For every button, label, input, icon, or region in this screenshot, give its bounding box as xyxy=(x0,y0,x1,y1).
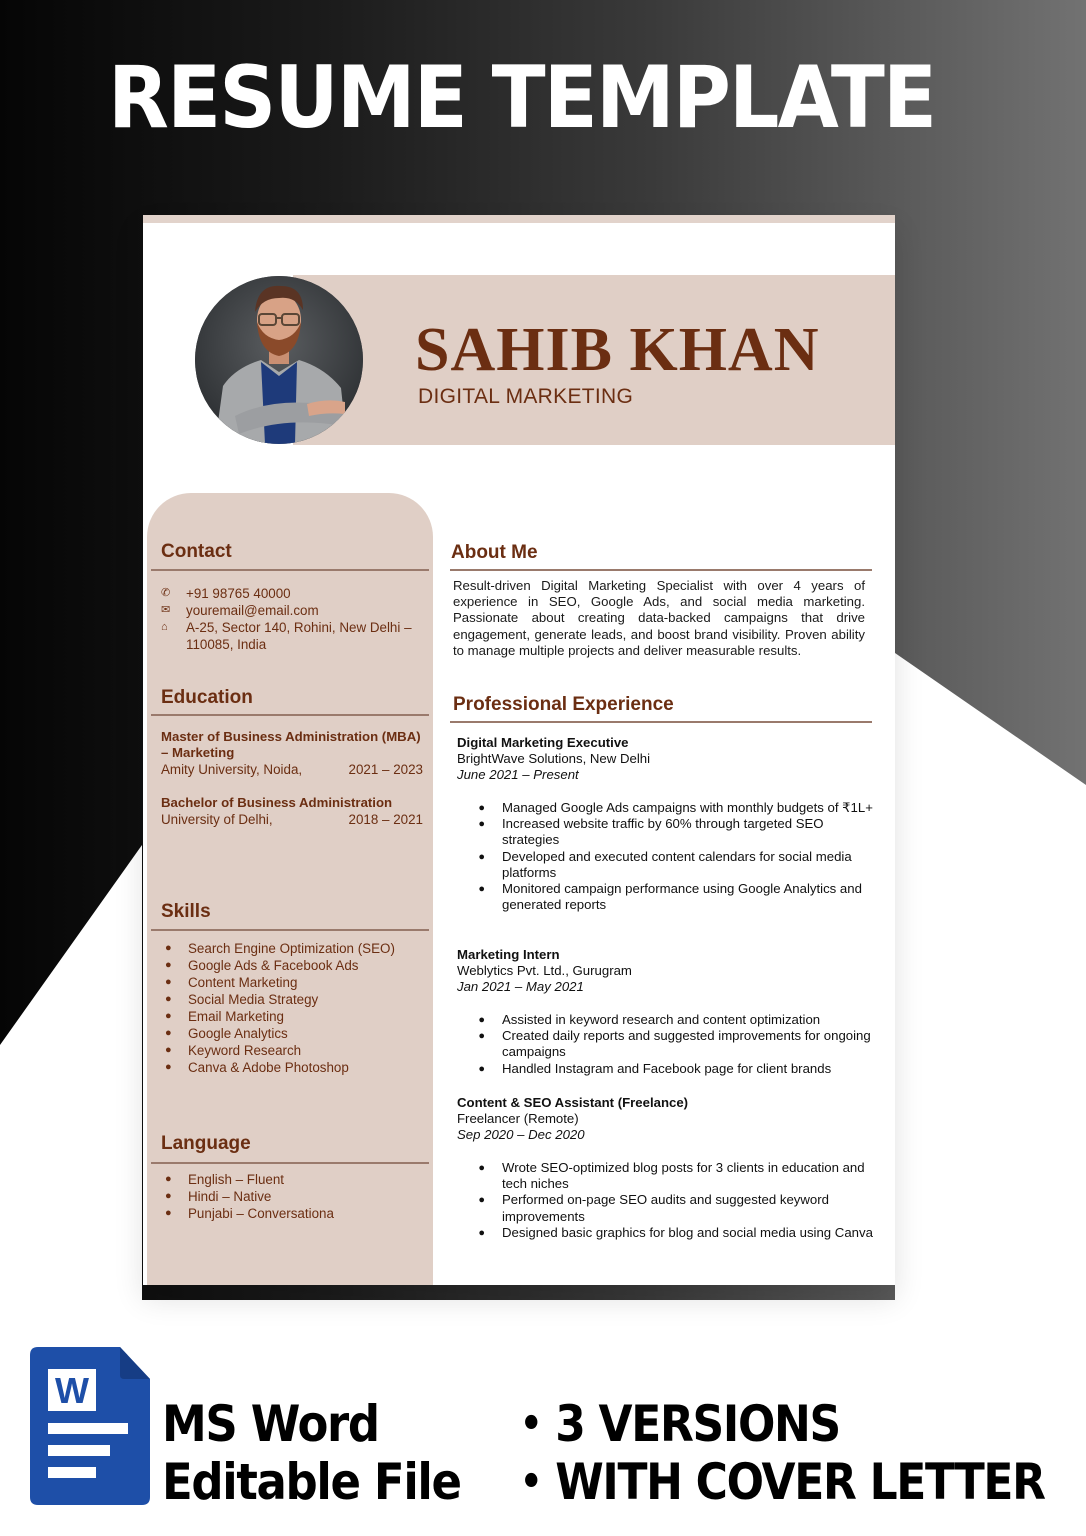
skill-item: ● Social Media Strategy xyxy=(161,991,425,1008)
job-dates: Jan 2021 – May 2021 xyxy=(457,979,584,994)
bullet-icon: ● xyxy=(478,1062,485,1075)
job-bullet: ● Monitored campaign performance using Google Analytics and generated reports xyxy=(457,881,877,913)
years: 2021 – 2023 xyxy=(348,762,423,777)
home-icon: ⌂ xyxy=(161,621,168,633)
divider xyxy=(151,929,429,931)
bullet-icon: ● xyxy=(165,942,172,954)
bullet-icon: ● xyxy=(478,1162,485,1174)
bullet-icon: ● xyxy=(165,1061,172,1073)
skill-item: ● Google Ads & Facebook Ads xyxy=(161,957,425,974)
bullet-icon: ● xyxy=(165,1190,172,1202)
bullet-icon: ● xyxy=(478,818,485,831)
job-entry xyxy=(457,735,877,913)
education-item xyxy=(161,729,423,778)
bullet-icon: • xyxy=(520,1401,542,1447)
job-bullet: ● Wrote SEO-optimized blog posts for 3 clients in education and tech niches xyxy=(457,1160,877,1192)
contact-list xyxy=(161,585,425,653)
degree: Master of Business Administration (MBA) – Marketing xyxy=(161,729,421,760)
about-text: Result-driven Digital Marketing Specialist with over 4 years of experience in SEO, Google Ads, and social media marketing. Passionate about creating data-backed campaigns that drive engagement, generate leads, and boost brand visibility. Proven ability to manage multiple projects and deliver measurable results. xyxy=(453,578,865,658)
bullet-icon: ● xyxy=(165,1207,172,1219)
word-letter: W xyxy=(55,1370,89,1411)
skill-item: ● Search Engine Optimization (SEO) xyxy=(161,940,425,957)
resume-card xyxy=(143,215,895,1285)
profile-photo xyxy=(195,276,363,444)
promo-line-1: MS Word xyxy=(162,1395,379,1453)
skill-item: ● Content Marketing xyxy=(161,974,425,991)
experience-heading: Professional Experience xyxy=(453,694,674,715)
job-bullet: ● Developed and executed content calendars for social media platforms xyxy=(457,849,877,881)
job-company: Weblytics Pvt. Ltd., Gurugram xyxy=(457,963,632,978)
divider xyxy=(450,721,872,723)
bullet-icon: ● xyxy=(165,976,172,988)
job-bullet: ● Increased website traffic by 60% through targeted SEO strategies xyxy=(457,816,877,848)
bullet-icon: ● xyxy=(478,883,485,896)
skill-item: ● Email Marketing xyxy=(161,1008,425,1025)
divider xyxy=(151,714,429,716)
job-bullet: ● Created daily reports and suggested improvements for ongoing campaigns xyxy=(457,1028,877,1060)
skill-item: ● Canva & Adobe Photoshop xyxy=(161,1059,425,1076)
job-bullets xyxy=(457,1160,877,1241)
contact-phone xyxy=(161,585,425,602)
bullet-icon: ● xyxy=(478,1226,485,1239)
job-dates: June 2021 – Present xyxy=(457,767,579,782)
banner-title: RESUME TEMPLATE xyxy=(108,48,936,148)
bullet-icon: ● xyxy=(478,1030,485,1043)
job-bullet: ● Designed basic graphics for blog and social media using Canva xyxy=(457,1225,877,1241)
job-entry xyxy=(457,1095,877,1241)
promo-file-type xyxy=(162,1395,461,1511)
language-item: ● English – Fluent xyxy=(161,1171,425,1188)
feature-item: • WITH COVER LETTER xyxy=(520,1453,1045,1511)
years: 2018 – 2021 xyxy=(348,812,423,827)
degree: Bachelor of Business Administration xyxy=(161,795,393,810)
bullet-icon: ● xyxy=(165,1173,172,1185)
education-item xyxy=(161,795,423,828)
bullet-icon: ● xyxy=(165,1044,172,1056)
school: University of Delhi, xyxy=(161,812,273,827)
school: Amity University, Noida, xyxy=(161,762,303,777)
email-text: youremail@email.com xyxy=(186,603,319,618)
candidate-name: SAHIB KHAN xyxy=(415,316,820,384)
education-heading: Education xyxy=(161,687,253,708)
skills-heading: Skills xyxy=(161,901,211,922)
language-item: ● Hindi – Native xyxy=(161,1188,425,1205)
skill-item: ● Google Analytics xyxy=(161,1025,425,1042)
job-bullet: ● Managed Google Ads campaigns with monthly budgets of ₹1L+ xyxy=(457,800,877,816)
contact-address xyxy=(161,619,425,653)
skills-list xyxy=(161,940,425,1076)
card-top-strip xyxy=(143,215,895,223)
phone-icon: ✆ xyxy=(161,587,171,599)
person-photo-icon xyxy=(195,276,363,444)
candidate-role: DIGITAL MARKETING xyxy=(418,385,634,408)
language-item: ● Punjabi – Conversationa xyxy=(161,1205,425,1222)
job-dates: Sep 2020 – Dec 2020 xyxy=(457,1127,585,1142)
job-bullets xyxy=(457,1012,877,1077)
bullet-icon: ● xyxy=(165,1010,172,1022)
bullet-icon: ● xyxy=(478,1194,485,1207)
bullet-icon: ● xyxy=(478,850,485,863)
feature-item: • 3 VERSIONS xyxy=(520,1395,840,1453)
bullet-icon: ● xyxy=(165,1027,172,1039)
sidebar-panel xyxy=(147,493,433,1285)
divider xyxy=(151,1162,429,1164)
promo-line-2: Editable File xyxy=(162,1453,461,1511)
job-bullet: ● Handled Instagram and Facebook page for client brands xyxy=(457,1061,877,1077)
email-icon: ✉ xyxy=(161,604,171,616)
job-bullet: ● Performed on-page SEO audits and suggested keyword improvements xyxy=(457,1192,877,1224)
language-heading: Language xyxy=(161,1133,251,1154)
job-title: Marketing Intern xyxy=(457,947,560,962)
language-list xyxy=(161,1171,425,1222)
job-title: Content & SEO Assistant (Freelance) xyxy=(457,1095,689,1110)
divider xyxy=(450,569,872,571)
job-entry xyxy=(457,947,877,1077)
bullet-icon: ● xyxy=(165,993,172,1005)
address-text: A-25, Sector 140, Rohini, New Delhi – 110085, India xyxy=(186,620,412,652)
divider xyxy=(151,569,429,571)
job-company: BrightWave Solutions, New Delhi xyxy=(457,751,651,766)
about-heading: About Me xyxy=(451,542,538,563)
phone-text: +91 98765 40000 xyxy=(186,586,291,601)
skill-item: ● Keyword Research xyxy=(161,1042,425,1059)
bullet-icon: • xyxy=(520,1459,542,1505)
contact-email xyxy=(161,602,425,619)
bullet-icon: ● xyxy=(165,959,172,971)
bullet-icon: ● xyxy=(478,1014,485,1026)
job-bullet: ● Assisted in keyword research and content optimization xyxy=(457,1012,877,1028)
job-title: Digital Marketing Executive xyxy=(457,735,629,750)
bullet-icon: ● xyxy=(478,802,485,814)
promo-features xyxy=(520,1395,1045,1511)
ms-word-icon xyxy=(30,1347,150,1505)
job-company: Freelancer (Remote) xyxy=(457,1111,579,1126)
job-bullets xyxy=(457,800,877,913)
contact-heading: Contact xyxy=(161,541,232,562)
